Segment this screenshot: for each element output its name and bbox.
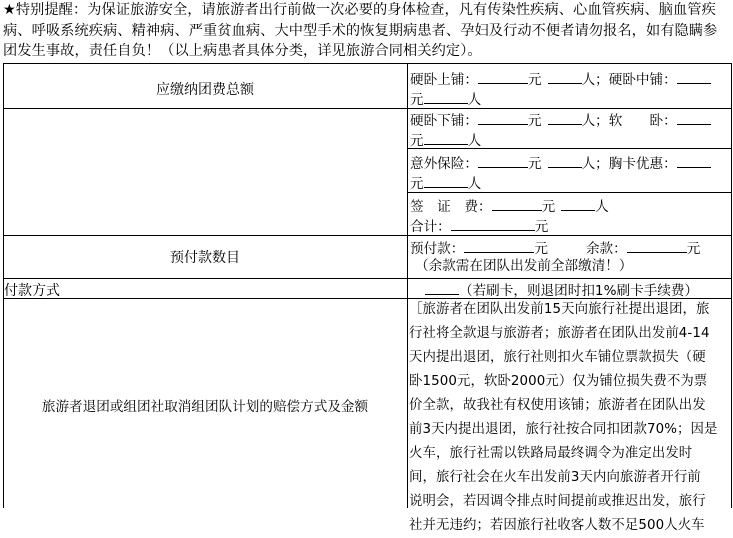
hard-middle-count-blank[interactable] [424,89,468,104]
balance-blank[interactable] [627,238,687,253]
row-divider [3,235,732,236]
total-blank[interactable] [451,216,535,231]
card-discount-blank[interactable] [677,153,711,168]
hard-middle-label: ；硬卧中铺： [595,72,677,88]
notice-text: ★特别提醒：为保证旅游安全，请旅游者出行前做一次必要的身体检查，凡有传染性疾病、心血管疾病、脑血管疾病、呼吸系统疾病、精神病、严重贫血病、大中型手术的恢复期病患者、孕妇及行动不便者请勿报名，如有隐瞒参团发生事故，责任自负！（以上病患者具体分类，详见旅游合同相关约定）。 [3,2,718,59]
card-discount-label: ；胸卡优惠： [595,156,677,172]
unit-yuan: 元 [527,156,542,172]
policy-line: 社并无违约；若因旅行社收客人数不足500人火车 [409,518,705,533]
hard-upper-count-blank[interactable] [548,69,582,84]
unit-person: 人 [581,113,596,129]
hard-lower-label: 硬卧下铺： [410,113,478,129]
visa-count-blank[interactable] [561,196,595,211]
unit-person: 人 [581,156,596,172]
policy-line: 天内提出退团，旅行社则扣火车铺位票款损失（硬 [409,350,706,365]
unit-yuan: 元 [534,241,548,257]
payment-method-label: 付款方式 [4,283,60,299]
soft-label: ；软 卧： [595,113,677,129]
balance-label: 余款： [585,241,627,257]
visa-label: 签 证 费： [410,199,492,215]
card-discount-row-cont [410,173,481,193]
insurance-count-blank[interactable] [548,153,582,168]
soft-count-blank[interactable] [424,130,468,145]
unit-yuan: 元 [410,176,424,192]
unit-person: 人 [467,133,482,149]
column-divider [407,63,408,508]
row-divider [3,108,407,109]
payment-row [425,280,698,300]
soft-price-blank[interactable] [677,110,711,125]
hard-upper-price-blank[interactable] [478,69,528,84]
prepay-amount-label: 预付款： [410,241,465,257]
unit-yuan: 元 [527,72,542,88]
insurance-price-blank[interactable] [478,153,528,168]
unit-person: 人 [467,176,482,192]
special-notice [3,0,731,62]
unit-yuan: 元 [410,133,424,149]
total-row [410,216,548,236]
payment-method-blank[interactable] [425,280,459,295]
hard-middle-row-cont [410,89,481,109]
policy-line: ［旅游者在团队出发前15天向旅行社提出退团，旅 [409,302,710,317]
fee-total-label: 应缴纳团费总额 [156,82,254,98]
hard-upper-row [410,69,711,89]
hard-upper-label: 硬卧上铺： [410,72,478,88]
hard-lower-price-blank[interactable] [478,110,528,125]
policy-line: 间，旅行社会在火车出发前3天内向旅游者开行前 [409,470,701,485]
soft-row-cont [410,130,481,150]
prepay-label: 预付款数目 [170,250,240,266]
unit-person: 人 [581,72,596,88]
hard-middle-price-blank[interactable] [677,69,711,84]
unit-yuan: 元 [686,241,701,257]
unit-person: 人 [467,92,482,108]
visa-price-blank[interactable] [492,196,542,211]
payment-note: （若刷卡，则退团时扣1%刷卡手续费） [459,283,699,299]
prepay-amount-blank[interactable] [464,238,534,253]
unit-yuan: 元 [541,199,556,215]
policy-line: 卧1500元，软卧2000元）仅为铺位损失费不为票 [409,374,708,389]
hard-lower-count-blank[interactable] [548,110,582,125]
card-discount-count-blank[interactable] [424,173,468,188]
prepay-row [410,238,700,258]
visa-row [410,196,609,216]
insurance-label: 意外保险： [410,156,478,172]
unit-yuan: 元 [534,219,549,235]
compensation-policy [409,298,731,538]
policy-line: 火车，旅行社需以铁路局最终调令为准定出发时 [409,446,693,461]
unit-yuan: 元 [410,92,424,108]
policy-line: 前3天内提出退团，旅行社按合同扣团款70%；因是 [409,422,718,437]
hard-lower-row [410,110,711,130]
unit-person: 人 [595,199,609,215]
policy-line: 价全款，故我社有权使用该铺；旅游者在团队出发 [409,398,706,413]
policy-line: 行社将全款退与旅游者；旅游者在团队出发前4-14 [409,326,710,341]
unit-yuan: 元 [527,113,542,129]
insurance-row [410,153,711,173]
total-label: 合计： [410,219,451,235]
prepay-note: （余款需在团队出发前全部缴清！） [415,258,633,274]
row-divider [3,278,732,279]
policy-line: 说明会，若因调令排点时间提前或推迟出发，旅行 [409,494,706,509]
compensation-label: 旅游者退团或组团社取消组团队计划的赔偿方式及金额 [41,399,369,415]
